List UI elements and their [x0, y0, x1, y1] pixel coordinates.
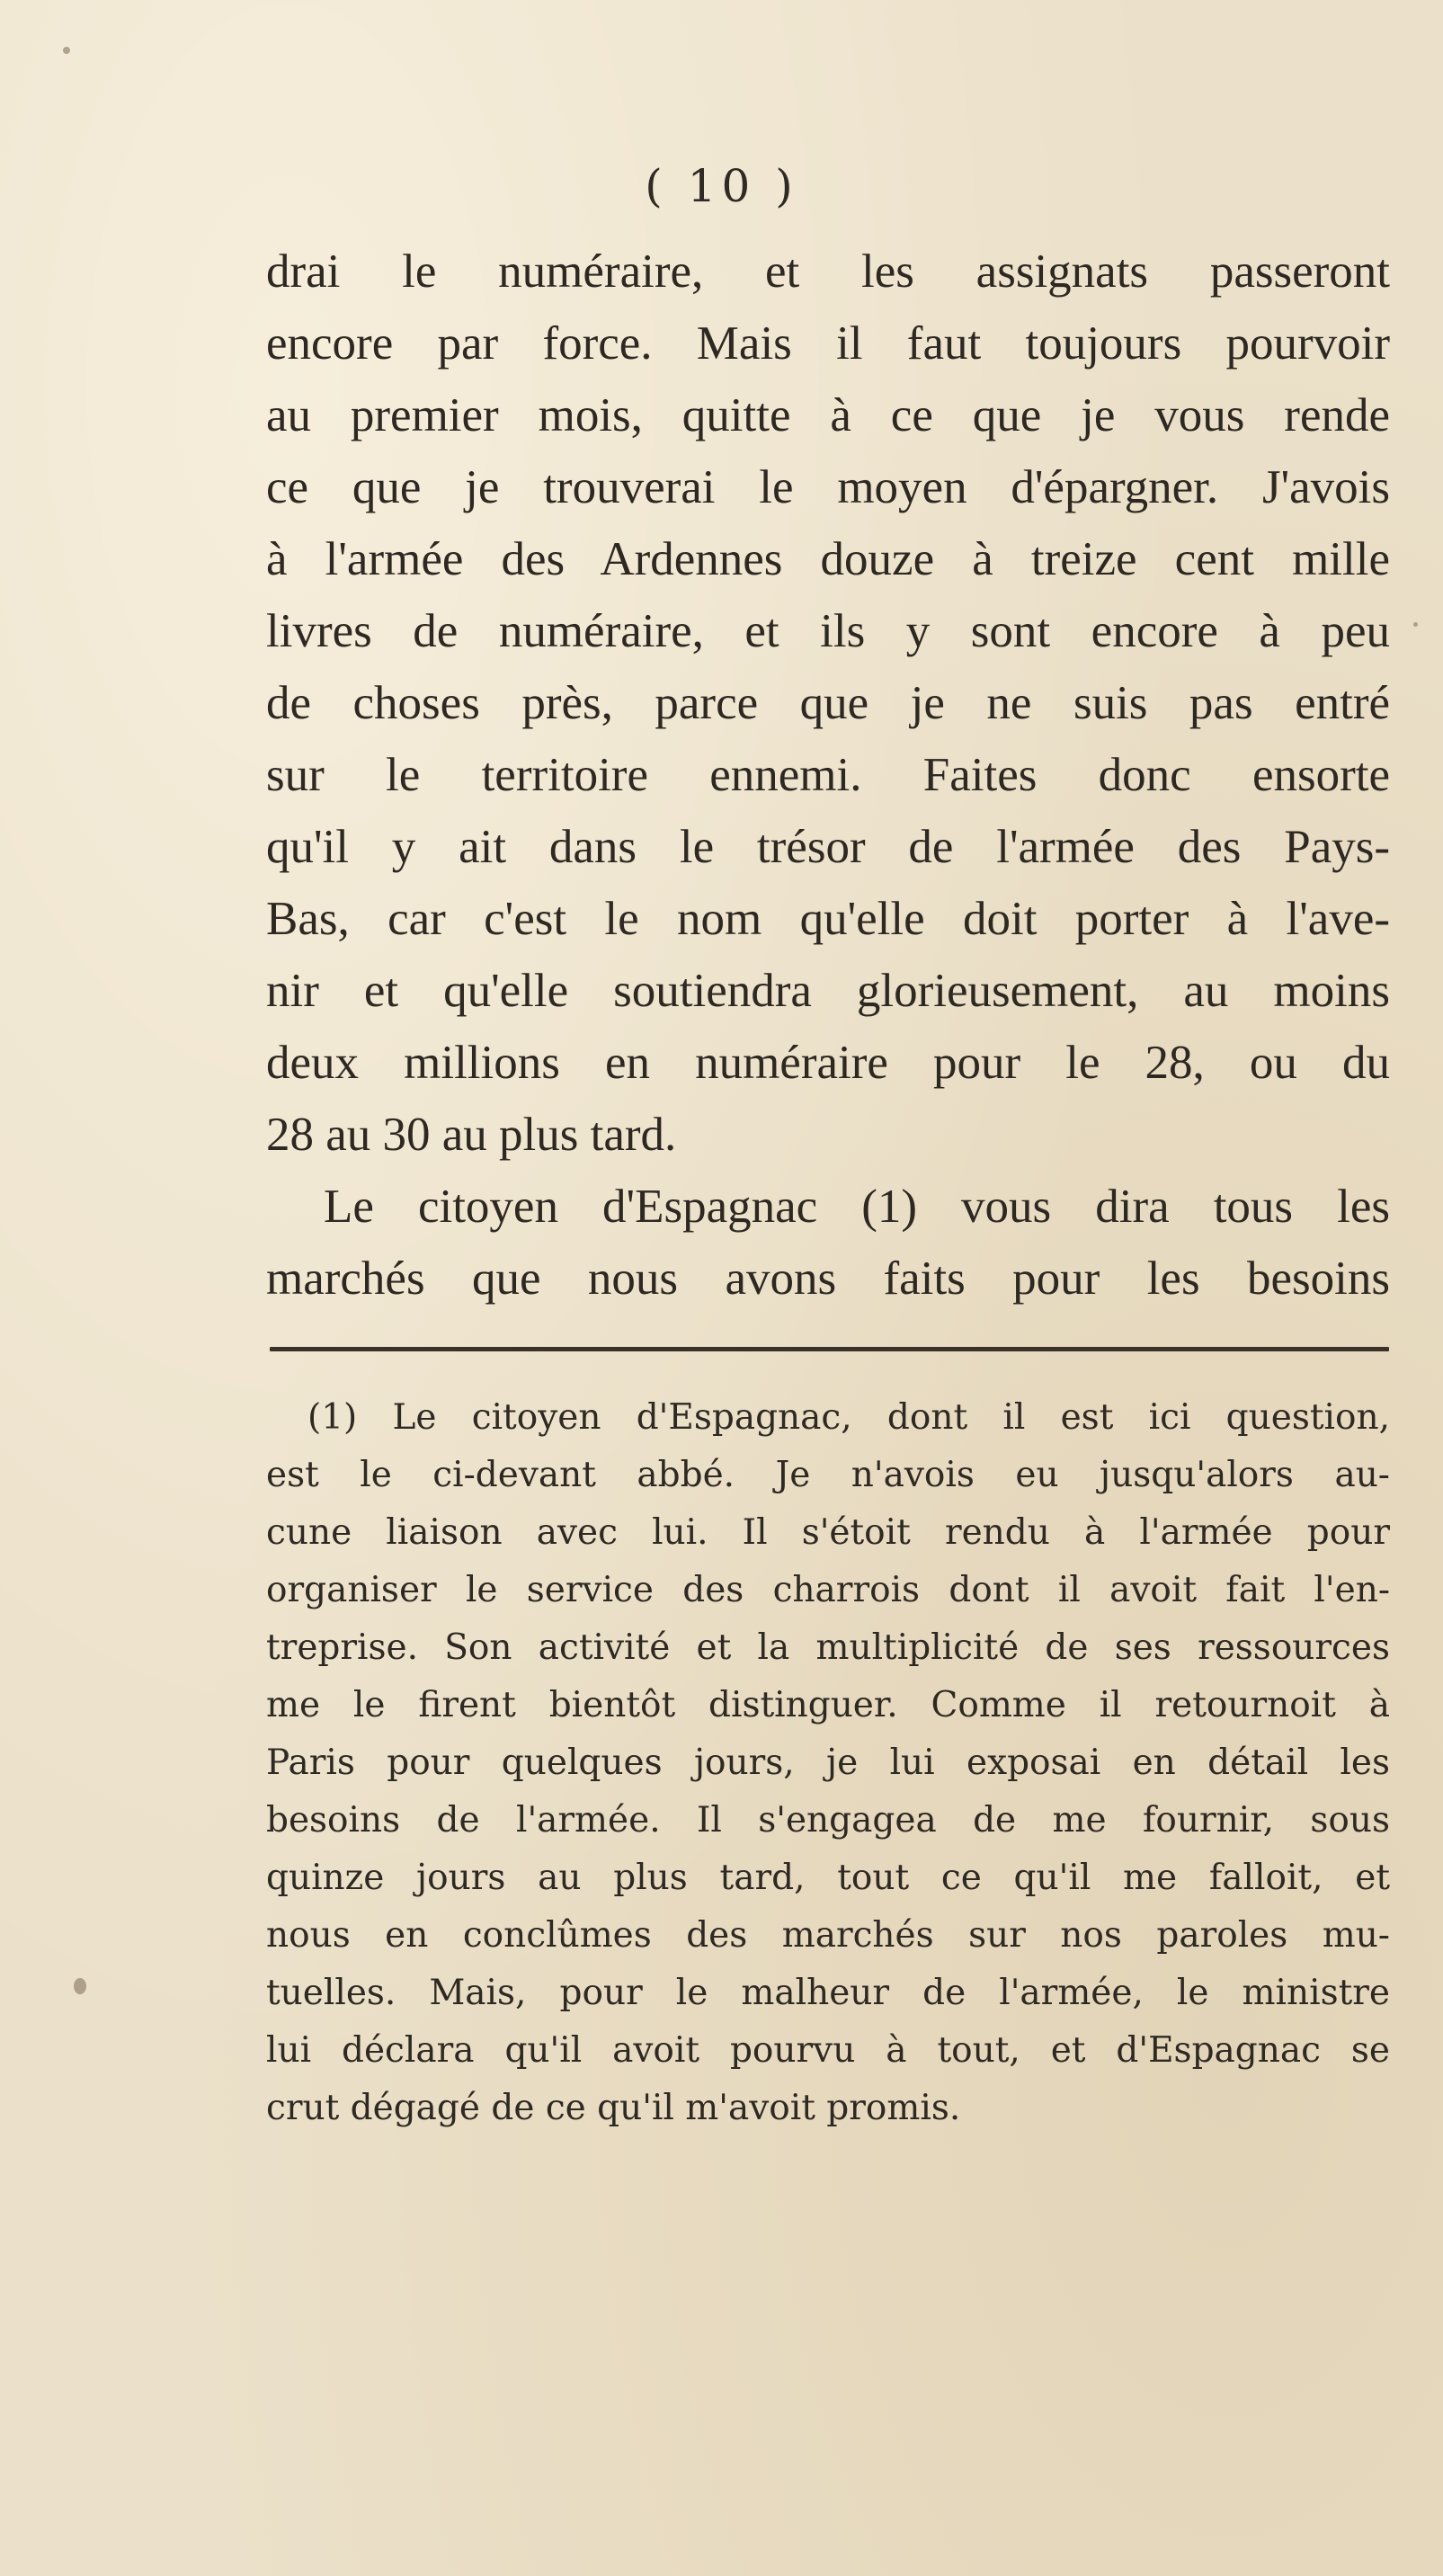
footnote-line: quinze jours au plus tard, tout ce qu'il me falloit, et — [266, 1858, 1390, 1898]
footnote-line: crut dégagé de ce qu'il m'avoit promis. — [266, 2088, 961, 2128]
footnote-line: treprise. Son activité et la multiplicité de ses ressources — [266, 1627, 1390, 1668]
paper-speck — [63, 47, 70, 54]
text-line: drai le numéraire, et les assignats passeront — [266, 245, 1390, 298]
text-line: Bas, car c'est le nom qu'elle doit porter à l'ave- — [266, 893, 1390, 945]
text-line: deux millions en numéraire pour le 28, ou du — [266, 1037, 1390, 1089]
text-line: à l'armée des Ardennes douze à treize cent mille — [266, 533, 1390, 585]
footnote-block — [266, 1389, 1390, 2137]
main-text-block — [266, 236, 1390, 1315]
text-line: encore par force. Mais il faut toujours pourvoir — [266, 317, 1390, 370]
footnote-line: nous en conclûmes des marchés sur nos paroles mu- — [266, 1915, 1390, 1956]
footnote-line: (1) Le citoyen d'Espagnac, dont il est ici question, — [307, 1397, 1390, 1438]
footnote-line: Paris pour quelques jours, je lui exposai en détail les — [266, 1743, 1390, 1783]
text-line: sur le territoire ennemi. Faites donc ensorte — [266, 749, 1390, 801]
footnote-line: tuelles. Mais, pour le malheur de l'armée, le ministre — [266, 1973, 1390, 2013]
text-line: livres de numéraire, et ils y sont encore à peu — [266, 605, 1390, 657]
footnote-line: besoins de l'armée. Il s'engagea de me fournir, sous — [266, 1800, 1390, 1841]
text-line: 28 au 30 au plus tard. — [266, 1109, 677, 1161]
footnote-line: organiser le service des charrois dont il avoit fait l'en- — [266, 1570, 1390, 1610]
footnote-line: me le firent bientôt distinguer. Comme il retournoit à — [266, 1685, 1390, 1725]
text-line: Le citoyen d'Espagnac (1) vous dira tous les — [324, 1181, 1390, 1233]
paper-speck — [1413, 622, 1418, 627]
text-line: de choses près, parce que je ne suis pas entré — [266, 677, 1390, 729]
page-number: ( 10 ) — [645, 160, 798, 212]
text-line: marchés que nous avons faits pour les besoins — [266, 1252, 1390, 1305]
text-line: ce que je trouverai le moyen d'épargner. J'avois — [266, 461, 1390, 513]
footnote-line: est le ci-devant abbé. Je n'avois eu jusqu'alors au- — [266, 1455, 1390, 1495]
footnote-line: cune liaison avec lui. Il s'étoit rendu à l'armée pour — [266, 1512, 1390, 1553]
text-line: nir et qu'elle soutiendra glorieusement, au moins — [266, 965, 1390, 1017]
text-line: au premier mois, quitte à ce que je vous rende — [266, 389, 1390, 441]
footnote-separator-rule — [270, 1347, 1389, 1351]
text-line: qu'il y ait dans le trésor de l'armée des Pays- — [266, 821, 1390, 873]
footnote-line: lui déclara qu'il avoit pourvu à tout, et d'Espagnac se — [266, 2030, 1390, 2071]
paper-speck — [74, 1978, 86, 1994]
